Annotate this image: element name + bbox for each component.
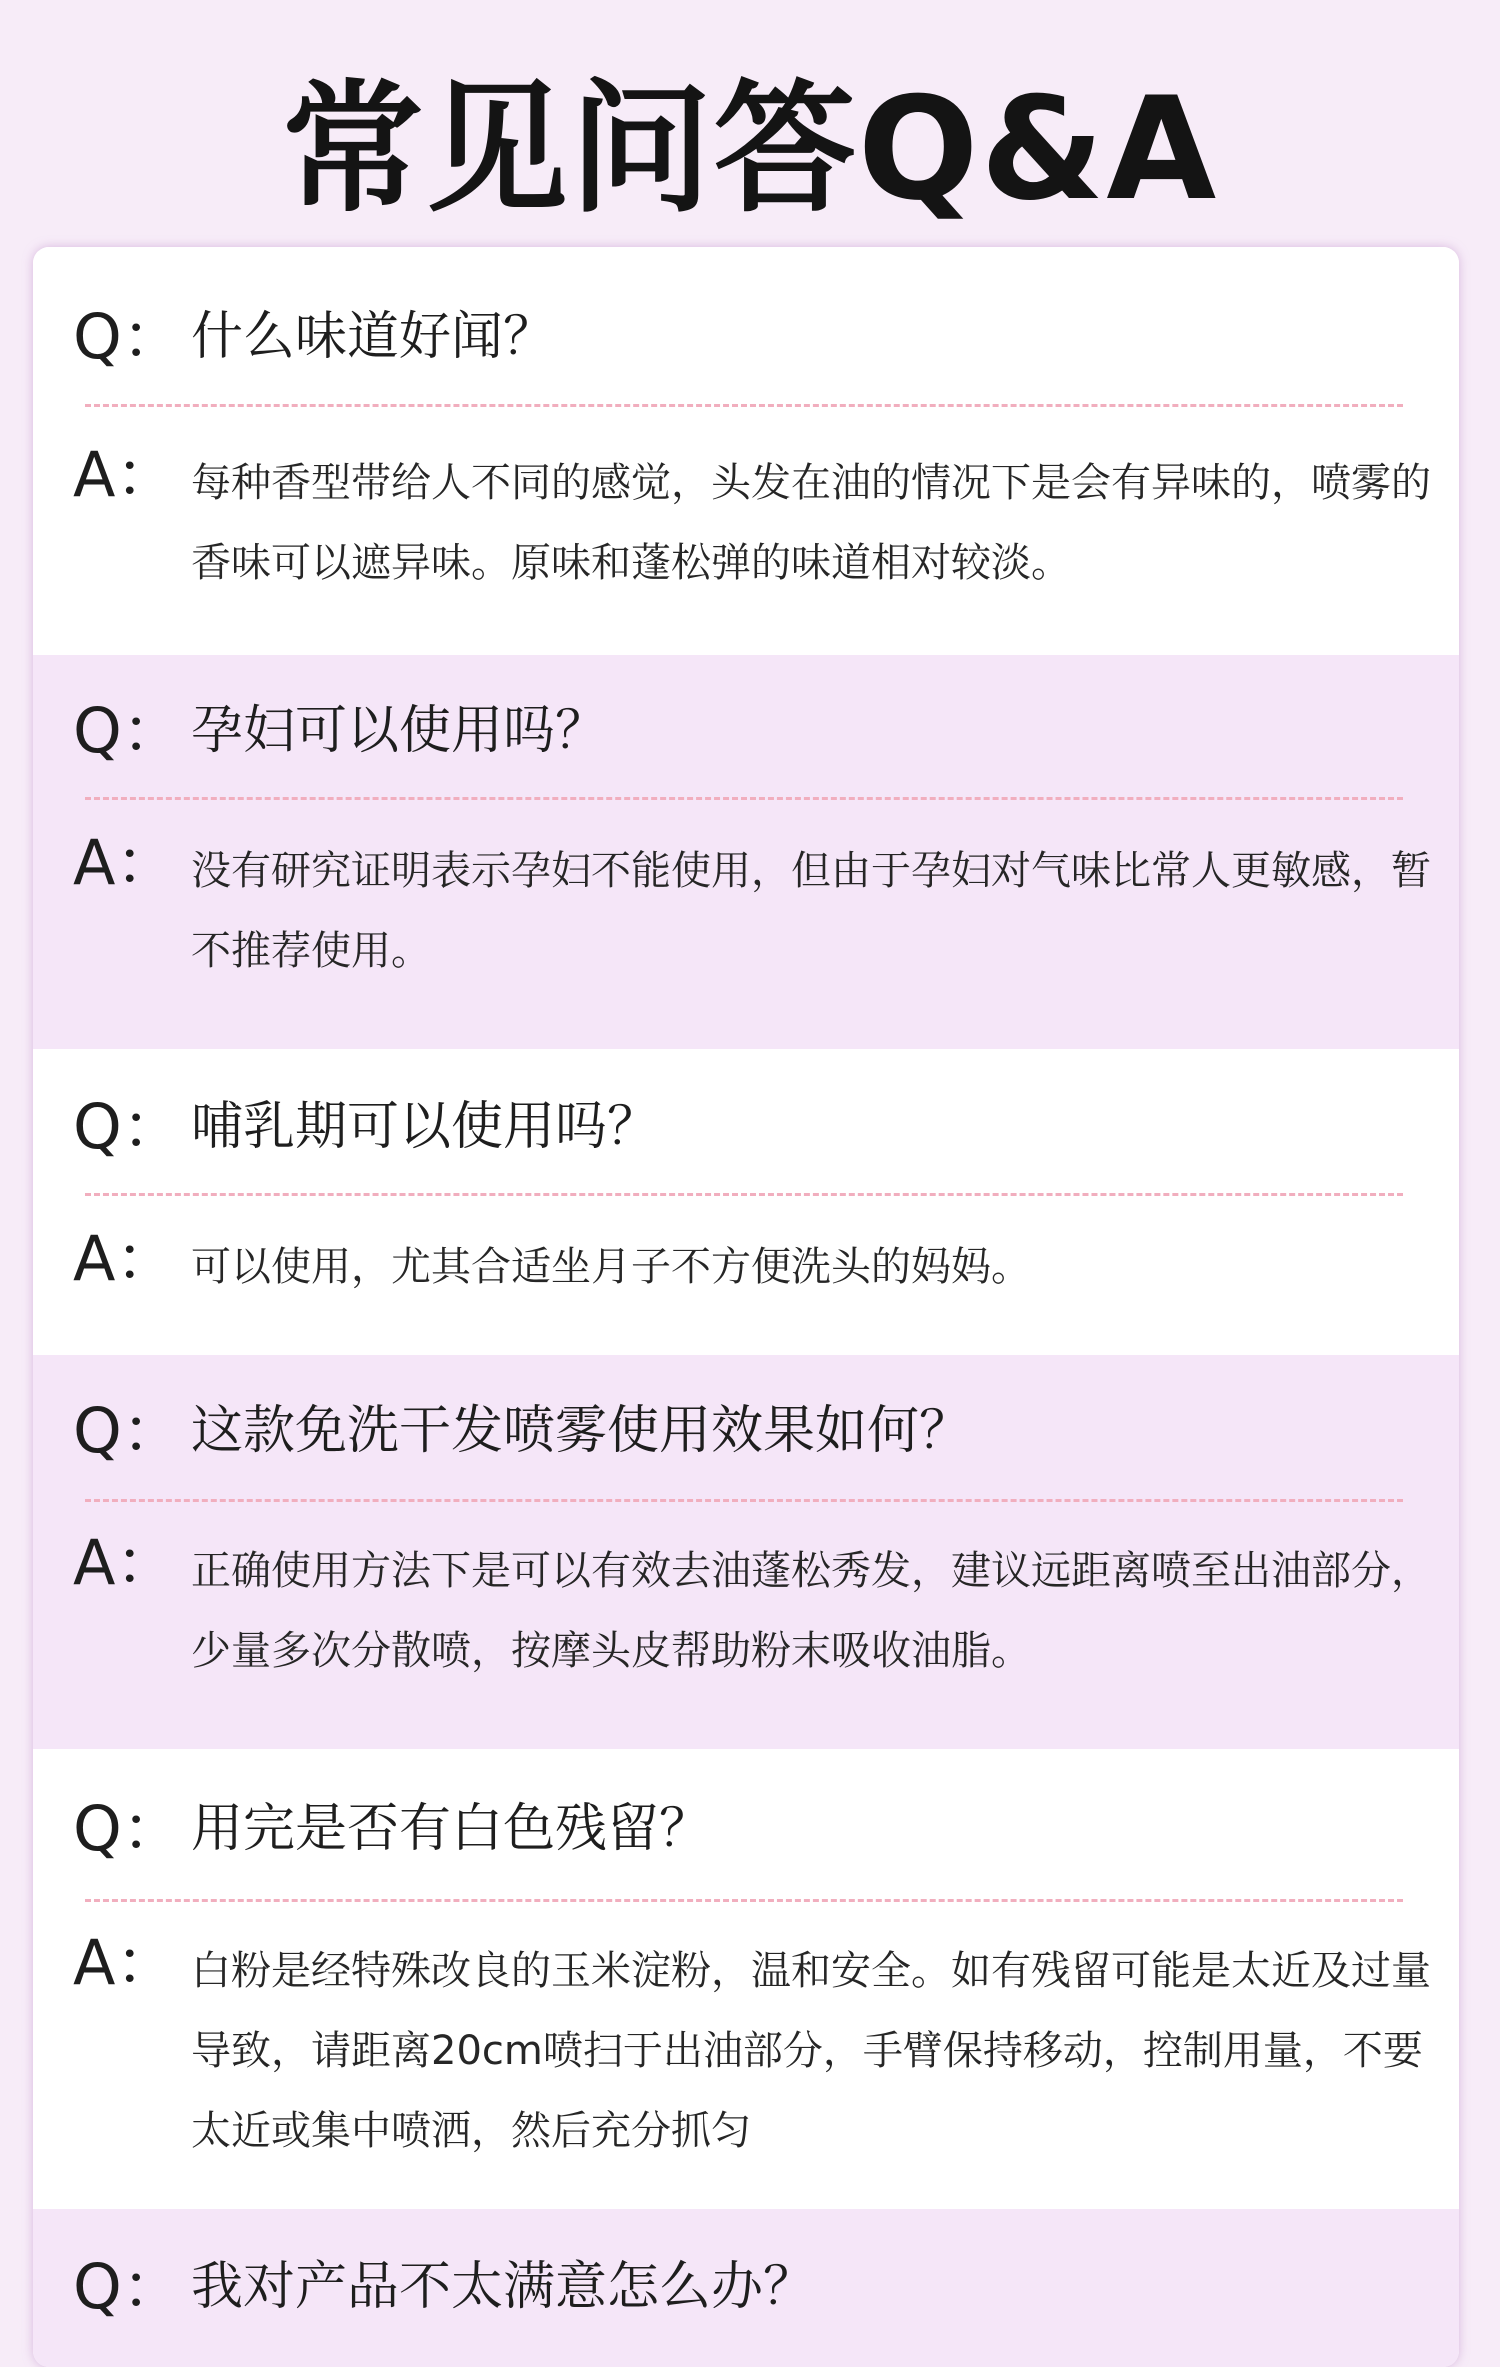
q-marker: Q： bbox=[73, 1090, 184, 1163]
q-marker: Q： bbox=[73, 300, 184, 373]
dashed-divider bbox=[85, 404, 1403, 407]
question-row bbox=[33, 1391, 1459, 1471]
faq-item bbox=[33, 2209, 1459, 2367]
dashed-divider bbox=[85, 1899, 1403, 1902]
faq-item bbox=[33, 655, 1459, 1049]
faq-item bbox=[33, 1049, 1459, 1355]
q-marker: Q： bbox=[73, 1792, 184, 1865]
page-title: 常见问答Q&A bbox=[281, 67, 1219, 232]
answer-text: 正确使用方法下是可以有效去油蓬松秀发，建议远距离喷至出油部分，少量多次分散喷，按摩头皮帮助粉末吸收油脂。 bbox=[191, 1548, 1431, 1674]
faq-item bbox=[33, 1355, 1459, 1749]
answer-row bbox=[33, 435, 1459, 605]
a-marker: A： bbox=[73, 1222, 178, 1295]
dashed-divider bbox=[85, 1499, 1403, 1502]
question-row bbox=[33, 2247, 1459, 2327]
question-row bbox=[33, 1087, 1459, 1167]
a-marker: A： bbox=[73, 826, 178, 899]
answer-text: 白粉是经特殊改良的玉米淀粉，温和安全。如有残留可能是太近及过量导致，请距离20cm喷扫于出油部分，手臂保持移动，控制用量，不要太近或集中喷洒，然后充分抓匀 bbox=[191, 1948, 1431, 2154]
answer-row bbox=[33, 1219, 1459, 1309]
answer-text: 可以使用，尤其合适坐月子不方便洗头的妈妈。 bbox=[191, 1244, 1031, 1290]
dashed-divider bbox=[85, 797, 1403, 800]
question-text: 孕妇可以使用吗？ bbox=[191, 701, 608, 761]
answer-text: 每种香型带给人不同的感觉，头发在油的情况下是会有异味的，喷雾的香味可以遮异味。原味和蓬松弹的味道相对较淡。 bbox=[191, 460, 1431, 586]
q-marker: Q： bbox=[73, 1394, 184, 1467]
a-marker: A： bbox=[73, 438, 178, 511]
faq-card bbox=[33, 247, 1459, 2367]
answer-text: 没有研究证明表示孕妇不能使用，但由于孕妇对气味比常人更敏感，暂不推荐使用。 bbox=[191, 848, 1431, 974]
question-text: 什么味道好闻？ bbox=[191, 307, 556, 367]
question-text: 我对产品不太满意怎么办？ bbox=[191, 2257, 816, 2317]
question-row bbox=[33, 1789, 1459, 1869]
dashed-divider bbox=[85, 1193, 1403, 1196]
question-text: 这款免洗干发喷雾使用效果如何？ bbox=[191, 1401, 972, 1461]
a-marker: A： bbox=[73, 1926, 178, 1999]
faq-item bbox=[33, 1749, 1459, 2209]
q-marker: Q： bbox=[73, 694, 184, 767]
answer-row bbox=[33, 1523, 1459, 1693]
a-marker: A： bbox=[73, 1526, 178, 1599]
q-marker: Q： bbox=[73, 2250, 184, 2323]
faq-item bbox=[33, 247, 1459, 655]
answer-row bbox=[33, 1923, 1459, 2173]
question-row bbox=[33, 297, 1459, 377]
question-row bbox=[33, 691, 1459, 771]
answer-row bbox=[33, 823, 1459, 993]
question-text: 哺乳期可以使用吗？ bbox=[191, 1097, 660, 1157]
question-text: 用完是否有白色残留？ bbox=[191, 1799, 712, 1859]
